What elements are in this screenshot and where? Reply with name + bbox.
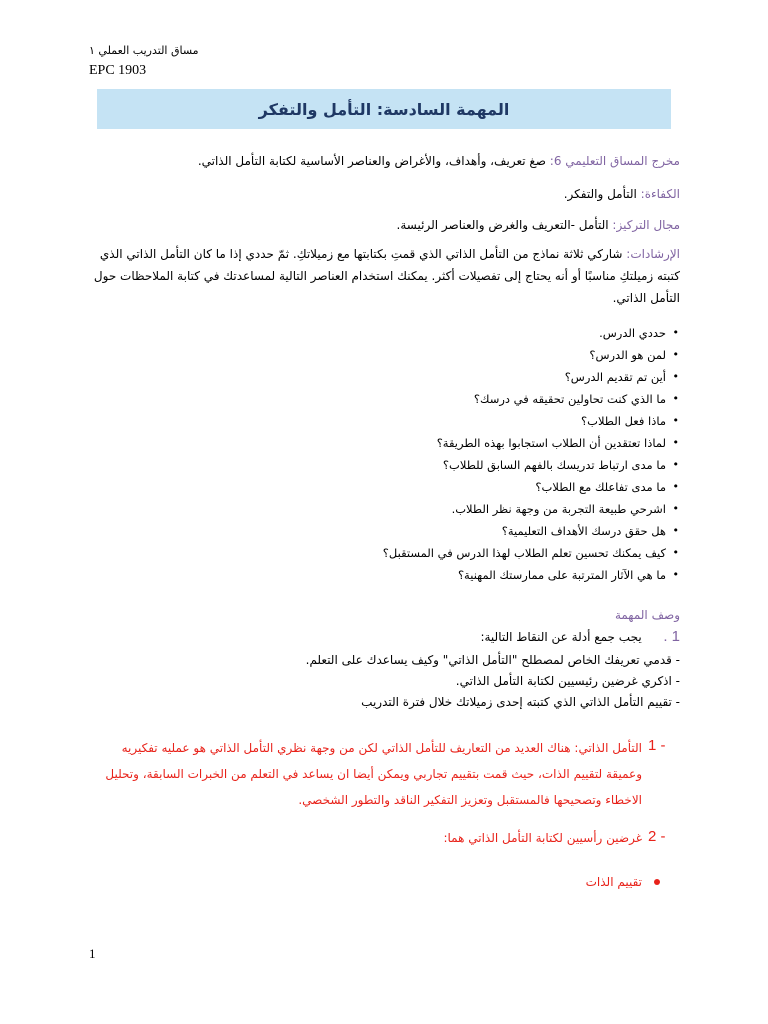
task-point: - اذكري غرضين رئيسيين لكتابة التأمل الذاتي. [455, 674, 680, 688]
focus-label: مجال التركيز: [612, 218, 680, 232]
task-item-text: يجب جمع أدلة عن النقاط التالية: [480, 630, 642, 644]
answer-bullet-item: تقييم الذات [585, 875, 642, 889]
bullet-icon [654, 879, 660, 885]
competency-text: التأمل والتفكر. [563, 187, 641, 201]
task-point: - قدمي تعريفك الخاص لمصطلح "التأمل الذاتي" وكيف يساعدك على التعلم. [305, 653, 680, 667]
list-item: • حددي الدرس. [106, 322, 666, 344]
list-item: • كيف يمكنك تحسين تعلم الطلاب لهذا الدرس في المستقبل؟ [106, 542, 666, 564]
focus-line [80, 216, 680, 234]
focus-text: التأمل -التعريف والغرض والعناصر الرئيسة. [396, 218, 613, 232]
title-banner [97, 89, 671, 129]
competency-label: الكفاءة: [640, 187, 680, 201]
outcome-line [80, 152, 680, 170]
outcome-label: مخرج المساق التعليمي 6: [549, 154, 680, 168]
instructions-label: الإرشادات: [626, 247, 680, 261]
list-item: • لماذا تعتقدين أن الطلاب استجابوا بهذه الطريقة؟ [106, 432, 666, 454]
list-item: • ماذا فعل الطلاب؟ [106, 410, 666, 432]
task-item-1 [80, 628, 680, 646]
page-title: المهمة السادسة: التأمل والتفكر [258, 99, 510, 119]
list-item: • ما مدى تفاعلك مع الطلاب؟ [106, 476, 666, 498]
reflection-questions-list [106, 322, 680, 586]
list-item: • لمن هو الدرس؟ [106, 344, 666, 366]
list-item: • ما مدى ارتباط تدريسك بالفهم السابق للطلاب؟ [106, 454, 666, 476]
list-item: • اشرحي طبيعة التجربة من وجهة نظر الطلاب. [106, 498, 666, 520]
list-item: • هل حقق درسك الأهداف التعليمية؟ [106, 520, 666, 542]
answer-1-number: 1 - [648, 737, 666, 754]
course-code-header: EPC 1903 [89, 63, 147, 78]
answer-2-text: غرضين رأسيين لكتابة التأمل الذاتي هما: [443, 831, 642, 845]
instructions-text: شاركي ثلاثة نماذج من التأمل الذاتي الذي قمتِ بكتابتها مع زميلاتكِ. ثمّ حددي إذا ما كان التأمل الذاتي الذي كتبته زميلتكِ مناسبًا أو أنه يحتاج إلى تفصيلات أكثر. يمكنك استخدام العناصر التالية لمساعدتك في كتابة الملاحظات حول التأمل الذاتي. [93, 247, 680, 305]
list-item: • ما الذي كنت تحاولين تحقيقه في درسك؟ [106, 388, 666, 410]
task-point: - تقييم التأمل الذاتي الذي كتبته إحدى زميلاتك خلال فترة التدريب [361, 695, 680, 709]
instructions-paragraph [82, 243, 680, 309]
task-item-number: 1 . [663, 628, 680, 645]
task-description-heading: وصف المهمة [614, 608, 680, 622]
answer-2-number: 2 - [648, 828, 666, 845]
list-item: • ما هي الآثار المترتبة على ممارستك المهنية؟ [106, 564, 666, 586]
list-item: • أين تم تقديم الدرس؟ [106, 366, 666, 388]
outcome-text: صغ تعريف، وأهداف، والأغراض والعناصر الأساسية لكتابة التأمل الذاتي. [197, 154, 550, 168]
course-name-header: مساق التدريب العملي ١ [89, 44, 199, 57]
answer-1-text: التأمل الذاتي: هناك العديد من التعاريف للتأمل الذاتي لكن من وجهة نظري التأمل الذاتي هو عمليه تفكيريه وعميقة لتقييم الذات، حيث قمت بتقييم تجاربي ويمكن أيضا ان يساعد في التعلم من الخبرات السابقة، وتحليل الاخطاء وتصحيحها فالمستقبل وتعزيز التفكير الناقد والتطور الشخصي. [105, 741, 642, 807]
competency-line [80, 185, 680, 203]
page-number: 1 [89, 946, 96, 961]
